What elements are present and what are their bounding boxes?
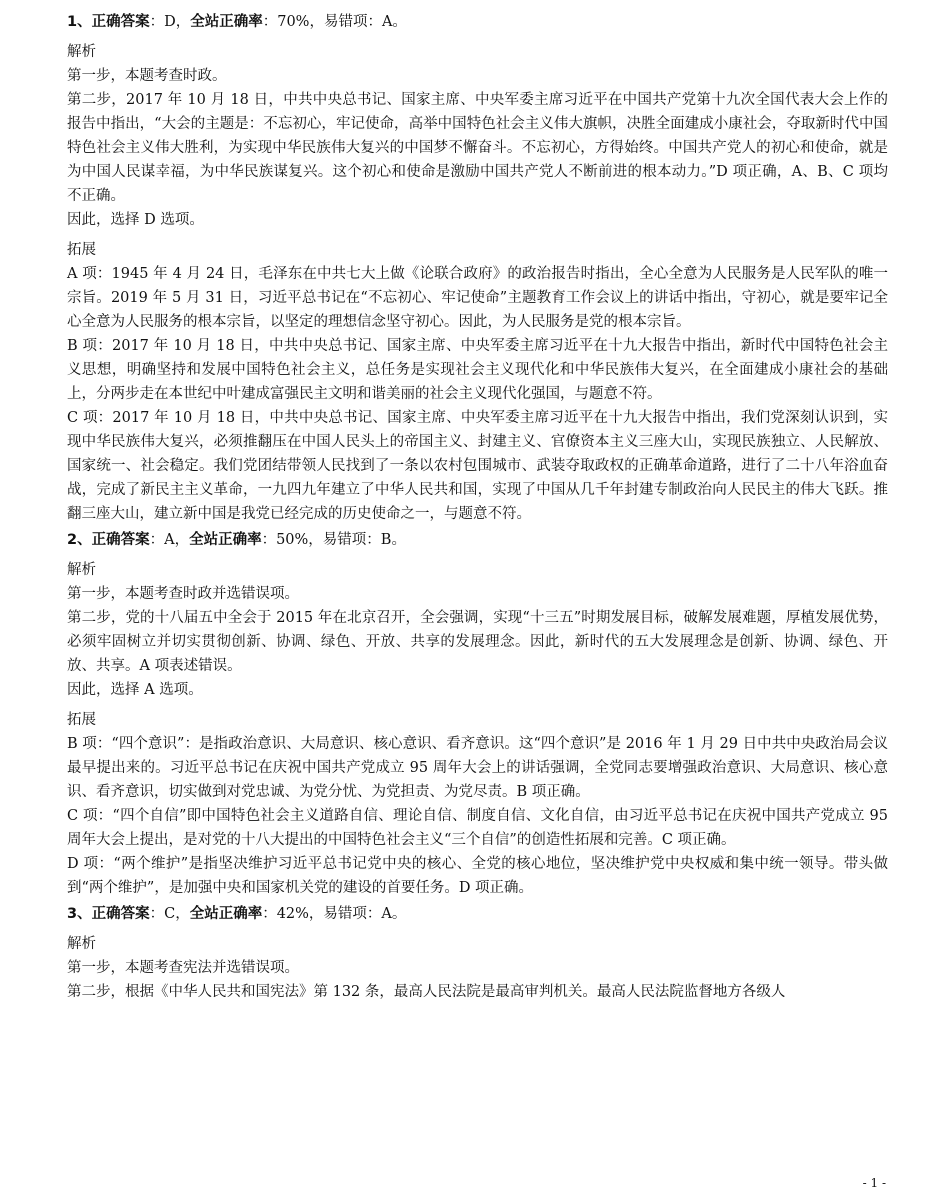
extension-label: 拓展: [67, 712, 96, 728]
question-1-header: [67, 10, 888, 34]
rate-value: ：50%，易错项：B。: [261, 532, 406, 548]
answer-value: ：C，: [149, 906, 190, 922]
analysis-paragraph: 第一步，本题考查宪法并选错误项。: [67, 960, 299, 976]
question-3: [67, 902, 888, 1004]
question-1: [67, 10, 888, 526]
question-number: 2、: [67, 532, 92, 548]
extension-paragraph: B 项：2017 年 10 月 18 日，中共中央总书记、国家主席、中央军委主席习近平在十九大报告中指出，新时代中国特色社会主义思想，明确坚持和发展中国特色社会主义，总任务是实现社会主义现代化和中华民族伟大复兴，在全面建成小康社会的基础上，分两步走在本世纪中叶建成富强民主文明和谐美丽的社会主义现代化强国，与题意不符。: [67, 338, 888, 402]
analysis-paragraph: 第二步，2017 年 10 月 18 日，中共中央总书记、国家主席、中央军委主席习近平在中国共产党第十九次全国代表大会上作的报告中指出，“大会的主题是：不忘初心，牢记使命，高举中国特色社会主义伟大旗帜，决胜全面建成小康社会，夺取新时代中国特色社会主义伟大胜利，为实现中华民族伟大复兴的中国梦不懈奋斗。不忘初心，方得始终。中国共产党人的初心和使命，就是为中国人民谋幸福，为中华民族谋复兴。这个初心和使命是激励中国共产党人不断前进的根本动力。”D 项正确，A、B、C 项均不正确。: [67, 92, 888, 204]
rate-label: 全站正确率: [190, 14, 263, 30]
answer-value: ：A，: [149, 532, 190, 548]
analysis-paragraph: 因此，选择 A 选项。: [67, 682, 203, 698]
extension-paragraph: D 项：“两个维护”是指坚决维护习近平总书记党中央的核心、全党的核心地位，坚决维护党中央权威和集中统一领导。带头做到“两个维护”，是加强中央和国家机关党的建设的首要任务。D 项正确。: [67, 856, 888, 896]
analysis-label: 解析: [67, 562, 96, 578]
question-number: 3、: [67, 906, 92, 922]
question-number: 1、: [67, 14, 92, 30]
rate-label: 全站正确率: [189, 906, 263, 922]
rate-value: ：70%，易错项：A。: [262, 14, 407, 30]
extension-label: 拓展: [67, 242, 96, 258]
question-2-header: [67, 528, 888, 552]
extension-paragraph: A 项：1945 年 4 月 24 日，毛泽东在中共七大上做《论联合政府》的政治报告时指出，全心全意为人民服务是人民军队的唯一宗旨。2019 年 5 月 31 日，习近平总书记在“不忘初心、牢记使命”主题教育工作会议上的讲话中指出，守初心，就是要牢记全心全意为人民服务的根本宗旨，以坚定的理想信念坚守初心。因此，为人民服务是党的根本宗旨。: [67, 266, 888, 330]
question-2: [67, 528, 888, 900]
answer-label: 正确答案: [91, 14, 150, 30]
answer-label: 正确答案: [91, 906, 150, 922]
analysis-paragraph: 因此，选择 D 选项。: [67, 212, 204, 228]
analysis-paragraph: 第二步，根据《中华人民共和国宪法》第 132 条，最高人民法院是最高审判机关。最高人民法院监督地方各级人: [67, 984, 786, 1000]
analysis-paragraph: 第二步，党的十八届五中全会于 2015 年在北京召开，全会强调，实现“十三五”时期发展目标，破解发展难题，厚植发展优势，必须牢固树立并切实贯彻创新、协调、绿色、开放、共享的发展理念。因此，新时代的五大发展理念是创新、协调、绿色、开放、共享。A 项表述错误。: [67, 610, 888, 674]
rate-value: ：42%，易错项：A。: [262, 906, 407, 922]
page-number: - 1 -: [862, 1176, 886, 1190]
answer-value: ：D，: [149, 14, 191, 30]
extension-paragraph: B 项：“四个意识”：是指政治意识、大局意识、核心意识、看齐意识。这“四个意识”是 2016 年 1 月 29 日中共中央政治局会议最早提出来的。习近平总书记在庆祝中国共产党成立 95 周年大会上的讲话强调，全党同志要增强政治意识、大局意识、核心意识、看齐意识，切实做到对党忠诚、为党分忧、为党担责、为党尽责。B 项正确。: [67, 736, 888, 800]
analysis-paragraph: 第一步，本题考查时政。: [67, 68, 227, 84]
extension-paragraph: C 项：“四个自信”即中国特色社会主义道路自信、理论自信、制度自信、文化自信，由习近平总书记在庆祝中国共产党成立 95 周年大会上提出，是对党的十八大提出的中国特色社会主义“三个自信”的创造性拓展和完善。C 项正确。: [67, 808, 888, 848]
analysis-paragraph: 第一步，本题考查时政并选错误项。: [67, 586, 299, 602]
analysis-label: 解析: [67, 936, 96, 952]
analysis-label: 解析: [67, 44, 96, 60]
extension-paragraph: C 项：2017 年 10 月 18 日，中共中央总书记、国家主席、中央军委主席习近平在十九大报告中指出，我们党深刻认识到，实现中华民族伟大复兴，必须推翻压在中国人民头上的帝国主义、封建主义、官僚资本主义三座大山，实现民族独立、人民解放、国家统一、社会稳定。我们党团结带领人民找到了一条以农村包围城市、武装夺取政权的正确革命道路，进行了二十八年浴血奋战，完成了新民主主义革命，一九四九年建立了中华人民共和国，实现了中国从几千年封建专制政治向人民民主的伟大飞跃。推翻三座大山，建立新中国是我党已经完成的历史使命之一，与题意不符。: [67, 410, 888, 522]
rate-label: 全站正确率: [189, 532, 262, 548]
answer-label: 正确答案: [91, 532, 150, 548]
question-3-header: [67, 902, 888, 926]
